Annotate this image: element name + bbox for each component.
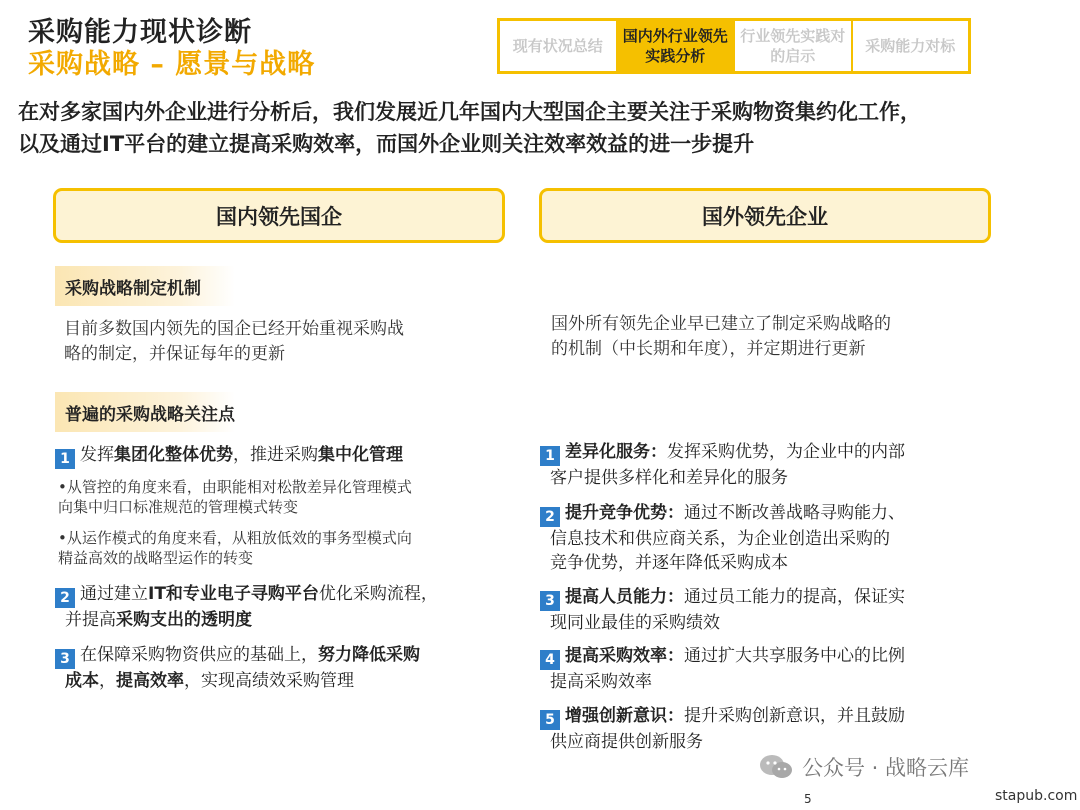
- right-focus-item-3: 3 提高人员能力：通过员工能力的提高，保证实 现同业最佳的采购绩效: [540, 585, 905, 635]
- left-focus-item-3: 3 在保障采购物资供应的基础上，努力降低采购 成本，提高效率，实现高绩效采购管理: [55, 643, 420, 693]
- left-focus-bullet-2: •从运作模式的角度来看，从粗放低效的事务型模式向 精益高效的战略型运作的转变: [58, 529, 412, 567]
- section-nav-tabs: [497, 18, 971, 74]
- wechat-icon: [758, 753, 794, 781]
- right-mechanism-text: 国外所有领先企业早已建立了制定采购战略的 的机制（中长期和年度），并定期进行更新: [551, 314, 891, 359]
- right-focus-item-5: 5 增强创新意识：提升采购创新意识，并且鼓励 供应商提供创新服务: [540, 704, 905, 754]
- page-number: 5: [804, 792, 812, 806]
- number-badge: 2: [55, 588, 75, 608]
- left-mechanism-text: 目前多数国内领先的国企已经开始重视采购战 略的制定，并保证每年的更新: [64, 319, 404, 364]
- site-watermark: stapub.com: [995, 788, 1078, 804]
- tab-leading-practice-analysis[interactable]: 国内外行业领先实践分析: [618, 21, 736, 71]
- left-focus-bullet-1: •从管控的角度来看，由职能相对松散差异化管理模式 向集中归口标准规范的管理模式转变: [58, 478, 412, 516]
- left-focus-item-1: 1 发挥集团化整体优势，推进采购集中化管理: [55, 443, 403, 469]
- right-focus-item-1: 1 差异化服务：发挥采购优势，为企业中的内部 客户提供多样化和差异化的服务: [540, 440, 905, 490]
- tab-practice-insights[interactable]: 行业领先实践对的启示: [735, 21, 853, 71]
- intro-text: [18, 96, 1068, 160]
- number-badge: 3: [540, 591, 560, 611]
- number-badge: 3: [55, 649, 75, 669]
- section-label-focus-points: 普遍的采购战略关注点: [55, 392, 235, 432]
- section-label-strategy-mechanism: 采购战略制定机制: [55, 266, 235, 306]
- right-focus-item-4: 4 提高采购效率：通过扩大共享服务中心的比例 提高采购效率: [540, 644, 905, 694]
- number-badge: 1: [55, 449, 75, 469]
- watermark: 公众号 · 战略云库: [758, 752, 969, 782]
- tab-current-status[interactable]: 现有状况总结: [500, 21, 618, 71]
- tab-capability-benchmark[interactable]: 采购能力对标: [865, 37, 956, 55]
- left-focus-item-2: 2 通过建立IT和专业电子寻购平台优化采购流程， 并提高采购支出的透明度: [55, 582, 438, 632]
- left-column-heading: 国内领先国企: [53, 188, 505, 243]
- page-title: 采购能力现状诊断: [28, 17, 252, 48]
- right-column-heading: 国外领先企业: [539, 188, 991, 243]
- number-badge: 5: [540, 710, 560, 730]
- number-badge: 2: [540, 507, 560, 527]
- number-badge: 4: [540, 650, 560, 670]
- intro-line: 以及通过IT平台的建立提高采购效率，而国外企业则关注效率效益的进一步提升: [18, 132, 755, 156]
- right-focus-item-2: 2 提升竞争优势：通过不断改善战略寻购能力、 信息技术和供应商关系，为企业创造出采购的 竞争优势，并逐年降低采购成本: [540, 501, 905, 575]
- page-subtitle: 采购战略 – 愿景与战略: [28, 49, 316, 80]
- number-badge: 1: [540, 446, 560, 466]
- intro-line: 在对多家国内外企业进行分析后，我们发展近几年国内大型国企主要关注于采购物资集约化工作，: [18, 100, 921, 124]
